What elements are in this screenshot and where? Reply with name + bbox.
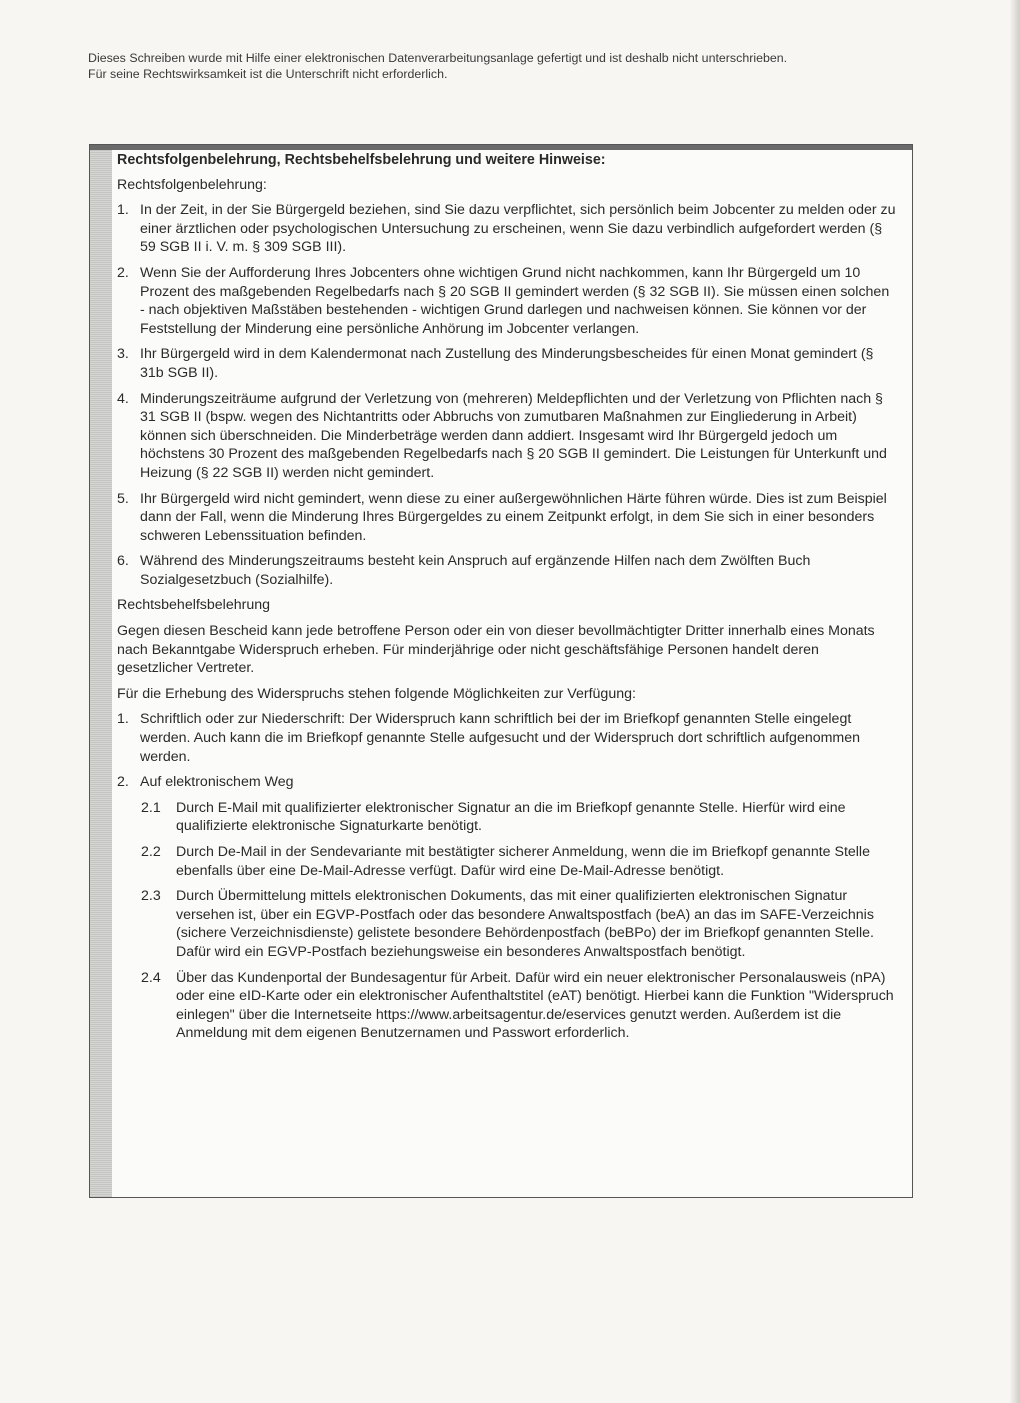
list-item-number: 3. <box>117 346 129 363</box>
sub-list-item <box>117 799 897 836</box>
list-item-number: 5. <box>117 490 129 507</box>
sub-list-item-number: 2.2 <box>141 844 161 860</box>
page-edge <box>1010 0 1020 1403</box>
list-item-number: 6. <box>117 553 129 570</box>
rechtsbehelf-paragraph: Gegen diesen Bescheid kann jede betroffene Person oder ein von dieser bevollmächtigter Dritter innerhalb eines Monats nach Bekanntgabe Widerspruch erheben. Für minderjährige oder nicht geschäftsfähige Personen handelt deren gesetzlicher Vertreter. <box>117 623 875 677</box>
list-item-text: Wenn Sie der Aufforderung Ihres Jobcenters ohne wichtigen Grund nicht nachkommen, kann Ihr Bürgergeld um 10 Prozent des maßgebenden Regelbedarfs nach § 20 SGB II gemindert werden (§ 32 SGB II). Sie müssen einen solchen - nach objektiven Maßstäben bestehenden - wichtigen Grund darlegen und nachweisen können. Sie können vor der Feststellung der Minderung eine persönliche Anhörung im Jobcenter verlangen. <box>140 264 890 337</box>
sub-list-item <box>117 843 897 880</box>
list-item <box>117 710 897 766</box>
notice-title: Rechtsfolgenbelehrung, Rechtsbehelfsbelehrung und weitere Hinweise: <box>117 152 606 168</box>
options-intro: Für die Erhebung des Widerspruchs stehen folgende Möglichkeiten zur Verfügung: <box>117 685 636 702</box>
sub-list-item-number: 2.1 <box>141 799 161 816</box>
box-top-rule <box>90 145 912 150</box>
list-item-number: 2. <box>117 264 129 281</box>
header-note <box>88 50 948 82</box>
notice-box <box>89 144 913 1198</box>
list-item <box>117 773 897 792</box>
list-item <box>117 345 897 382</box>
rechtsbehelf-heading: Rechtsbehelfsbelehrung <box>117 597 271 614</box>
sub-list-item-text: Durch E-Mail mit qualifizierter elektronischer Signatur an die im Briefkopf genannte Stelle. Hierfür wird eine qualifizierte elektronische Signaturkarte benötigt. <box>176 799 846 835</box>
notice-content <box>117 151 897 1050</box>
list-item <box>117 264 897 338</box>
sub-list-item-number: 2.3 <box>141 888 161 905</box>
rechtsfolgen-heading: Rechtsfolgenbelehrung: <box>117 176 267 193</box>
list-item-number: 4. <box>117 390 129 407</box>
list-item-text: Schriftlich oder zur Niederschrift: Der Widerspruch kann schriftlich bei der im Briefkopf genannten Stelle eingelegt werden. Auch kann die im Briefkopf genannte Stelle aufgesucht und der Widerspruch dort schriftlich aufgenommen werden. <box>140 711 861 765</box>
header-note-line1: Dieses Schreiben wurde mit Hilfe einer elektronischen Datenverarbeitungsanlage gefertigt und ist deshalb nicht unterschrieben. <box>88 51 788 65</box>
sub-list-item <box>117 969 897 1043</box>
list-item <box>117 490 897 546</box>
list-item-text: Minderungszeiträume aufgrund der Verletzung von (mehreren) Meldepflichten und der Verletzung von Pflichten nach § 31 SGB II (bspw. wegen des Nichtantritts oder Abbruchs von zumutbaren Maßnahmen zur Eingliederung in Arbeit) können sich überschneiden. Die Minderbeträge werden dann addiert. Insgesamt wird Ihr Bürgergeld jedoch um höchstens 30 Prozent des maßgebenden Regelbedarfs nach § 20 SGB II gemindert. Die Leistungen für Unterkunft und Heizung (§ 22 SGB II) werden nicht gemindert. <box>140 390 887 481</box>
list-item-number: 2. <box>117 774 129 791</box>
list-item-text: Ihr Bürgergeld wird in dem Kalendermonat nach Zustellung des Minderungsbescheides für einen Monat gemindert (§ 31b SGB II). <box>140 346 874 381</box>
sub-list-item-text: Durch De-Mail in der Sendevariante mit bestätigter sicherer Anmeldung, wenn die im Briefkopf genannte Stelle ebenfalls über eine De-Mail-Adresse verfügt. Dafür wird eine De-Mail-Adresse benötigt. <box>176 844 870 879</box>
list-item-number: 1. <box>117 202 129 219</box>
sub-list-item <box>117 887 897 961</box>
list-item <box>117 552 897 589</box>
sub-list-item-text: Über das Kundenportal der Bundesagentur für Arbeit. Dafür wird ein neuer elektronischer Personalausweis (nPA) oder eine eID-Karte oder ein elektronischer Aufenthaltstitel (eAT) benötigt. Hierbei kann die Funktion "Widerspruch einlegen" über die Internetseite https://www.arbeitsagentur.de/eservices genutzt werden. Außerdem ist die Anmeldung mit dem eigenen Benutzernamen und Passwort erforderlich. <box>176 969 894 1042</box>
list-item-text: Während des Minderungszeitraums besteht kein Anspruch auf ergänzende Hilfen nach dem Zwölften Buch Sozialgesetzbuch (Sozialhilfe). <box>140 553 811 588</box>
sub-list-item-number: 2.4 <box>141 969 161 986</box>
list-item <box>117 390 897 483</box>
box-side-strip <box>90 145 112 1197</box>
list-item <box>117 201 897 257</box>
sub-list-item-text: Durch Übermittelung mittels elektronischen Dokuments, das mit einer qualifizierten elektronischen Signatur versehen ist, über ein EGVP-Postfach oder das besondere Anwaltspostfach (beA) an das im SAFE-Verzeichnis (sichere Verzeichnisdienste) gelistete besondere Behördenpostfach (beBPo) der im Briefkopf genannten Stelle. Dafür wird ein EGVP-Postfach beziehungsweise ein besonderes Anwaltspostfach benötigt. <box>176 888 874 960</box>
header-note-line2: Für seine Rechtswirksamkeit ist die Unterschrift nicht erforderlich. <box>88 67 448 81</box>
list-item-text: In der Zeit, in der Sie Bürgergeld beziehen, sind Sie dazu verpflichtet, sich persönlich beim Jobcenter zu melden oder zu einer ärztlichen oder psychologischen Untersuchung zu erscheinen, wenn Sie dazu verbindlich aufgefordert werden (§ 59 SGB II i. V. m. § 309 SGB III). <box>140 202 896 256</box>
list-item-text: Auf elektronischem Weg <box>140 774 294 791</box>
list-item-number: 1. <box>117 711 129 728</box>
list-item-text: Ihr Bürgergeld wird nicht gemindert, wenn diese zu einer außergewöhnlichen Härte führen würde. Dies ist zum Beispiel dann der Fall, wenn die Minderung Ihres Bürgergeldes zu einem Zeitpunkt erfolgt, in dem Sie sich in einer besonders schweren Lebenssituation befinden. <box>140 490 887 544</box>
